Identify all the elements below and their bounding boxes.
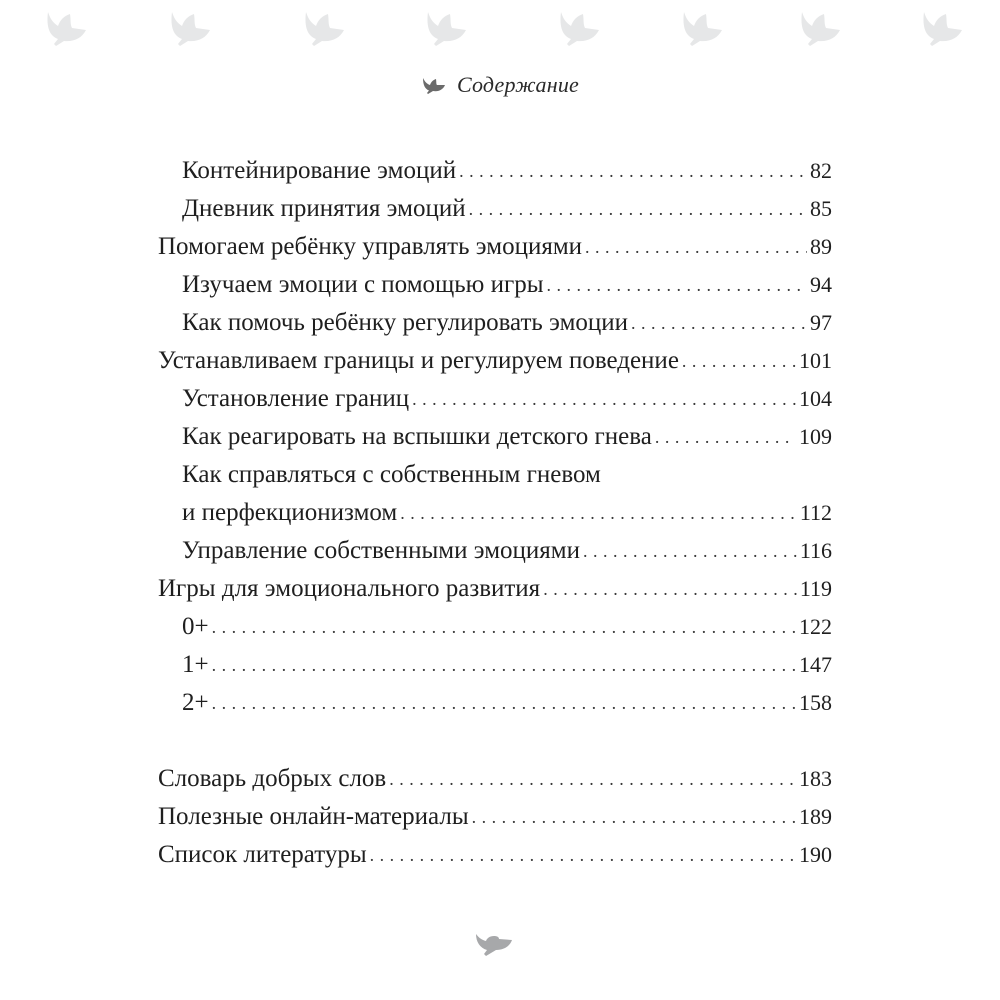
dot-leader	[389, 760, 796, 798]
toc-entry-title: 2+	[182, 689, 209, 716]
toc-entry-title: 1+	[182, 651, 209, 678]
toc-entry-page: 190	[799, 842, 832, 867]
toc-entry-page: 147	[799, 652, 832, 677]
dove-icon	[298, 8, 350, 48]
toc-entry-title: Контейнирование эмоций	[182, 157, 457, 184]
toc-entry-title: Игры для эмоционального развития	[158, 575, 541, 602]
toc-entry-title: Помогаем ребёнку управлять эмоциями	[158, 233, 583, 260]
dot-leader	[547, 266, 807, 304]
dot-leader	[212, 684, 796, 722]
toc-entry[interactable]	[158, 152, 832, 190]
toc-entry[interactable]	[158, 684, 832, 722]
toc-entry-page: 82	[810, 158, 832, 183]
dove-icon	[553, 8, 605, 48]
toc-entry-title: 0+	[182, 613, 209, 640]
dove-icon	[421, 75, 447, 95]
dot-leader	[631, 304, 807, 342]
toc-entry-title: Список литературы	[158, 841, 367, 868]
toc-entry-page: 89	[810, 234, 832, 259]
toc-entry-page: 122	[799, 614, 832, 639]
toc-entry-page: 101	[799, 348, 832, 373]
toc-entry[interactable]	[158, 760, 832, 798]
toc-entry[interactable]	[158, 266, 832, 304]
toc-entry-title: Изучаем эмоции с помощью игры	[182, 271, 544, 298]
toc-entry-title: Полезные онлайн-материалы	[158, 803, 469, 830]
toc-entry-title: Установление границ	[182, 385, 410, 412]
toc-entry-page: 112	[799, 500, 832, 525]
running-header	[0, 72, 1000, 104]
dot-leader	[370, 836, 796, 874]
toc-entry-title: Как помочь ребёнку регулировать эмоции	[182, 309, 629, 336]
toc-entry-title: Управление собственными эмоциями	[182, 537, 581, 564]
dove-icon	[794, 8, 846, 48]
dove-icon	[472, 930, 524, 960]
toc-entry-title: Дневник принятия эмоций	[182, 195, 466, 222]
toc-entry[interactable]	[158, 646, 832, 684]
dot-leader	[412, 380, 796, 418]
toc-entry[interactable]	[158, 418, 832, 456]
decorative-bird-row	[0, 0, 1000, 60]
toc-entry-page: 183	[799, 766, 832, 791]
dot-leader	[459, 152, 807, 190]
toc-entry-page: 158	[799, 690, 832, 715]
toc-entry[interactable]	[158, 608, 832, 646]
toc-entry-title: Как справляться с собственным гневом	[182, 461, 601, 488]
toc-entry-page: 116	[799, 538, 832, 563]
toc-entry-line-1[interactable]	[158, 456, 832, 494]
toc-entry-title: и перфекционизмом	[182, 499, 398, 526]
dot-leader	[543, 570, 797, 608]
toc-entry-title: Как реагировать на вспышки детского гнева	[182, 423, 652, 450]
toc-entry-page: 189	[799, 804, 832, 829]
dot-leader	[212, 646, 796, 684]
dot-leader	[585, 228, 807, 266]
dot-leader	[469, 190, 807, 228]
section-spacer	[158, 722, 832, 760]
toc-entry-page: 119	[799, 576, 832, 601]
dot-leader	[682, 342, 796, 380]
dot-leader	[212, 608, 796, 646]
toc-entry-line-2[interactable]	[158, 494, 832, 532]
dove-icon	[40, 8, 92, 48]
toc-entry[interactable]	[158, 190, 832, 228]
toc-entry[interactable]	[158, 380, 832, 418]
toc-entry[interactable]	[158, 798, 832, 836]
dove-icon	[164, 8, 216, 48]
page-title: Содержание	[456, 72, 579, 97]
toc-entry-page: 104	[799, 386, 832, 411]
dove-icon	[916, 8, 968, 48]
toc-entry-title: Словарь добрых слов	[158, 765, 387, 792]
toc-entry[interactable]	[158, 570, 832, 608]
toc-entry-page: 94	[810, 272, 832, 297]
dot-leader	[472, 798, 796, 836]
dot-leader	[583, 532, 797, 570]
dove-icon	[420, 8, 472, 48]
dot-leader	[400, 494, 797, 532]
toc-entry[interactable]	[158, 342, 832, 380]
toc-entry[interactable]	[158, 836, 832, 874]
toc-entry-page: 109	[799, 424, 832, 449]
toc-entry-page: 97	[810, 310, 832, 335]
dove-icon	[676, 8, 728, 48]
toc-entry-page: 85	[810, 196, 832, 221]
toc-entry-title: Устанавливаем границы и регулируем поведение	[158, 347, 679, 374]
toc-entry[interactable]	[158, 228, 832, 266]
table-of-contents	[158, 152, 832, 874]
toc-entry[interactable]	[158, 304, 832, 342]
dot-leader	[655, 418, 796, 456]
toc-entry[interactable]	[158, 532, 832, 570]
